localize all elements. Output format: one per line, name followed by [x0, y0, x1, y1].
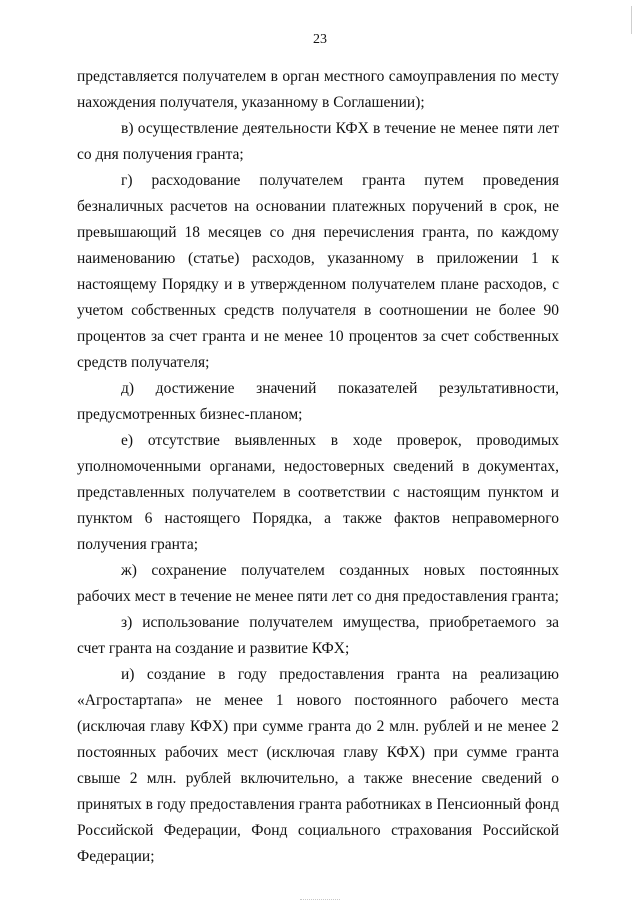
scan-bottom-mark: [300, 899, 340, 901]
paragraph-continuation: представляется получателем в орган местного самоуправления по месту нахождения получателя, указанному в Соглашении);: [77, 68, 559, 111]
paragraph-item-z: з) использование получателем имущества, приобретаемого за счет гранта на создание и развитие КФХ;: [77, 614, 559, 657]
paragraph-item-d: д) достижение значений показателей результативности, предусмотренных бизнес-планом;: [77, 380, 559, 423]
paragraph-item-v: в) осуществление деятельности КФХ в течение не менее пяти лет со дня получения гранта;: [77, 120, 559, 163]
page-number: 23: [313, 32, 327, 47]
scan-edge-mark: [631, 6, 632, 34]
paragraph-item-zh: ж) сохранение получателем созданных новых постоянных рабочих мест в течение не менее пяти лет со дня предоставления гранта;: [77, 562, 559, 605]
paragraph-item-i: и) создание в году предоставления гранта на реализацию «Агростартапа» не менее 1 нового постоянного рабочего места (исключая главу КФХ) при сумме гранта до 2 млн. рублей и не менее 2 постоянных рабочих мест (исключая главу КФХ) при сумме гранта свыше 2 млн. рублей включительно, а также внесение сведений о принятых в году предоставления гранта работниках в Пенсионный фонд Российской Федерации, Фонд социального страхования Российской Федерации;: [77, 666, 559, 865]
paragraph-item-e: е) отсутствие выявленных в ходе проверок, проводимых уполномоченными органами, недостоверных сведений в документах, представленных получателем в соответствии с настоящим пунктом и пунктом 6 настоящего Порядка, а также фактов неправомерного получения гранта;: [77, 432, 559, 553]
document-body: [77, 64, 559, 870]
paragraph-item-g: г) расходование получателем гранта путем проведения безналичных расчетов на основании платежных поручений в срок, не превышающий 18 месяцев со дня перечисления гранта, по каждому наименованию (статье) расходов, указанному в приложении 1 к настоящему Порядку и в утвержденном получателем плане расходов, с учетом собственных средств получателя в соотношении не более 90 процентов за счет гранта и не менее 10 процентов за счет собственных средств получателя;: [77, 172, 559, 371]
